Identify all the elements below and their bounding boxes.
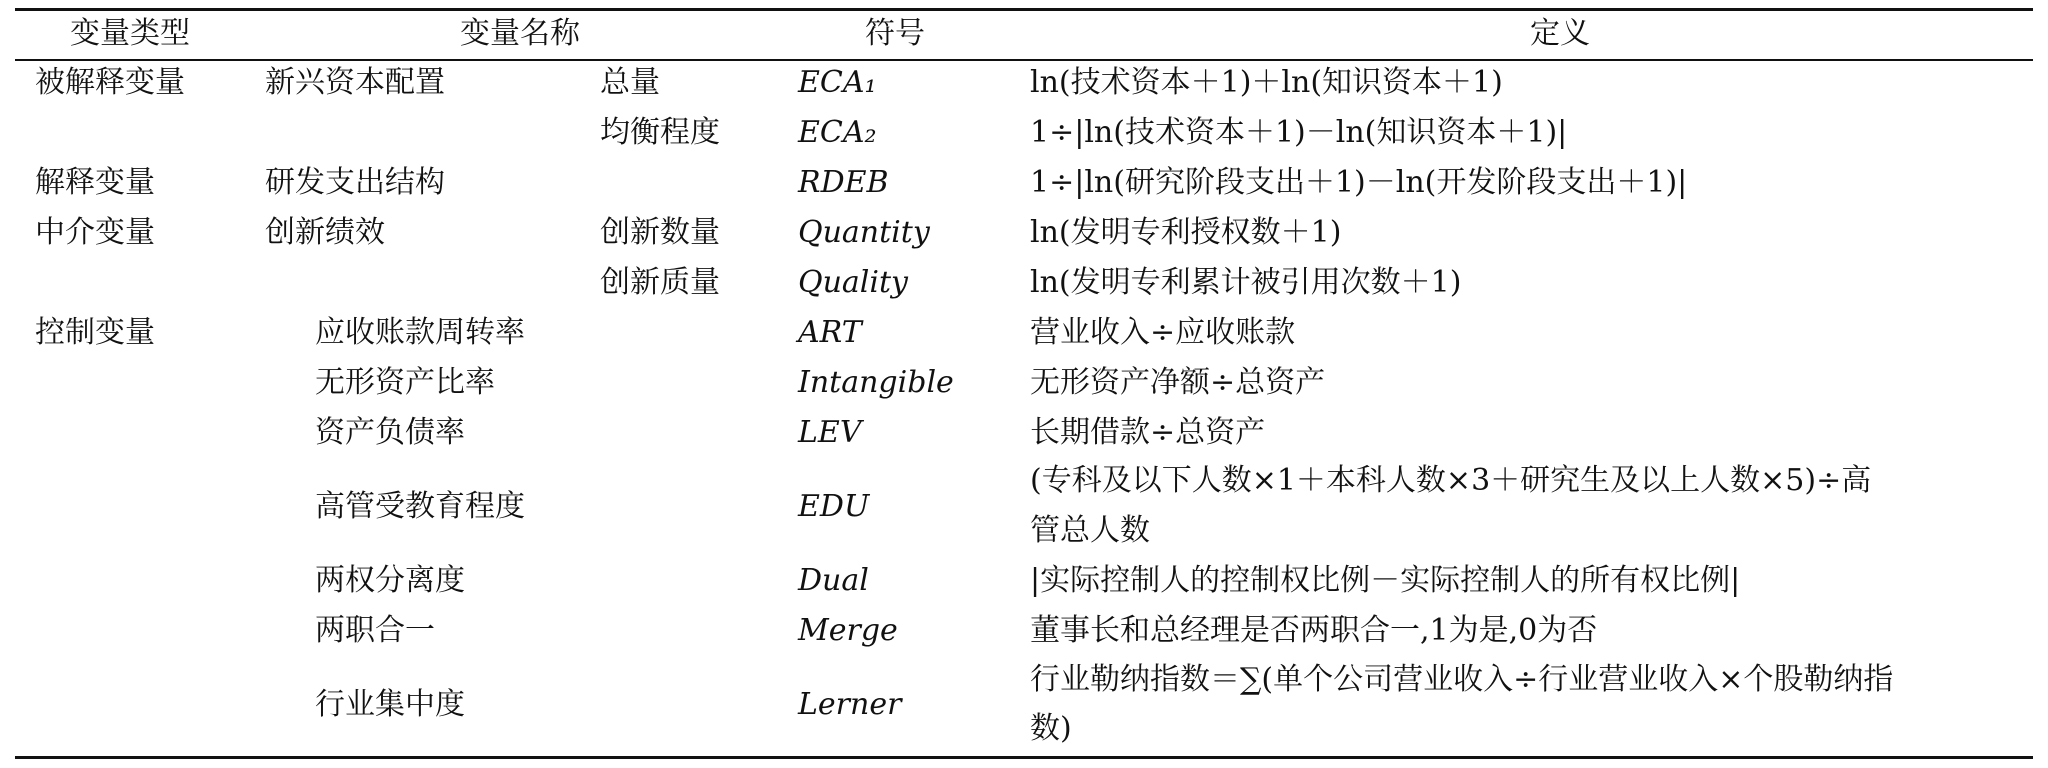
cell-definition: |实际控制人的控制权比例－实际控制人的所有权比例| — [1030, 563, 1741, 598]
cell-variable-name: 两权分离度 — [315, 563, 465, 598]
cell-definition: ln(发明专利累计被引用次数＋1) — [1030, 265, 1462, 300]
cell-variable-name: 应收账款周转率 — [315, 315, 525, 350]
cell-symbol: LEV — [798, 415, 862, 450]
cell-definition: 1÷|ln(技术资本＋1)－ln(知识资本＋1)| — [1030, 115, 1568, 150]
table-bottom-rule — [15, 756, 2033, 759]
cell-variable-name: 行业集中度 — [315, 687, 465, 722]
cell-symbol: Intangible — [798, 365, 954, 400]
cell-definition-line2: 数) — [1030, 711, 1072, 746]
cell-variable-type: 控制变量 — [35, 315, 155, 350]
table-top-rule — [15, 8, 2033, 11]
header-variable-name: 变量名称 — [460, 16, 580, 51]
cell-definition: 董事长和总经理是否两职合一,1为是,0为否 — [1030, 613, 1598, 648]
cell-symbol: EDU — [798, 489, 870, 524]
cell-variable-type: 解释变量 — [35, 165, 155, 200]
cell-symbol: ART — [798, 315, 862, 350]
cell-definition: 行业勒纳指数＝∑(单个公司营业收入÷行业营业收入×个股勒纳指 — [1030, 662, 1894, 697]
cell-definition: ln(技术资本＋1)＋ln(知识资本＋1) — [1030, 65, 1503, 100]
cell-variable-name: 高管受教育程度 — [315, 489, 525, 524]
cell-symbol: RDEB — [798, 165, 889, 200]
cell-symbol: Dual — [798, 563, 869, 598]
cell-symbol: Lerner — [798, 687, 902, 722]
cell-variable-name: 新兴资本配置 — [265, 65, 445, 100]
cell-variable-name: 创新绩效 — [265, 215, 385, 250]
cell-definition: (专科及以下人数×1＋本科人数×3＋研究生及以上人数×5)÷高 — [1030, 463, 1872, 498]
cell-variable-name: 两职合一 — [315, 613, 435, 648]
cell-sub-name: 总量 — [600, 65, 660, 100]
cell-symbol: ECA₂ — [798, 115, 877, 150]
cell-symbol: Quantity — [798, 215, 930, 250]
cell-definition: 营业收入÷应收账款 — [1030, 315, 1296, 350]
cell-variable-type: 被解释变量 — [35, 65, 185, 100]
cell-definition: 无形资产净额÷总资产 — [1030, 365, 1326, 400]
cell-symbol: Quality — [798, 265, 908, 300]
cell-variable-name: 资产负债率 — [315, 415, 465, 450]
cell-definition-line2: 管总人数 — [1030, 513, 1150, 548]
cell-sub-name: 创新质量 — [600, 265, 720, 300]
cell-symbol: Merge — [798, 613, 898, 648]
header-definition: 定义 — [1530, 16, 1590, 51]
cell-definition: ln(发明专利授权数＋1) — [1030, 215, 1342, 250]
header-variable-type: 变量类型 — [70, 16, 190, 51]
cell-variable-name: 研发支出结构 — [265, 165, 445, 200]
cell-sub-name: 均衡程度 — [600, 115, 720, 150]
cell-variable-type: 中介变量 — [35, 215, 155, 250]
cell-definition: 长期借款÷总资产 — [1030, 415, 1266, 450]
header-symbol: 符号 — [865, 16, 925, 51]
cell-variable-name: 无形资产比率 — [315, 365, 495, 400]
cell-sub-name: 创新数量 — [600, 215, 720, 250]
cell-definition: 1÷|ln(研究阶段支出＋1)－ln(开发阶段支出＋1)| — [1030, 165, 1688, 200]
cell-symbol: ECA₁ — [798, 65, 877, 100]
